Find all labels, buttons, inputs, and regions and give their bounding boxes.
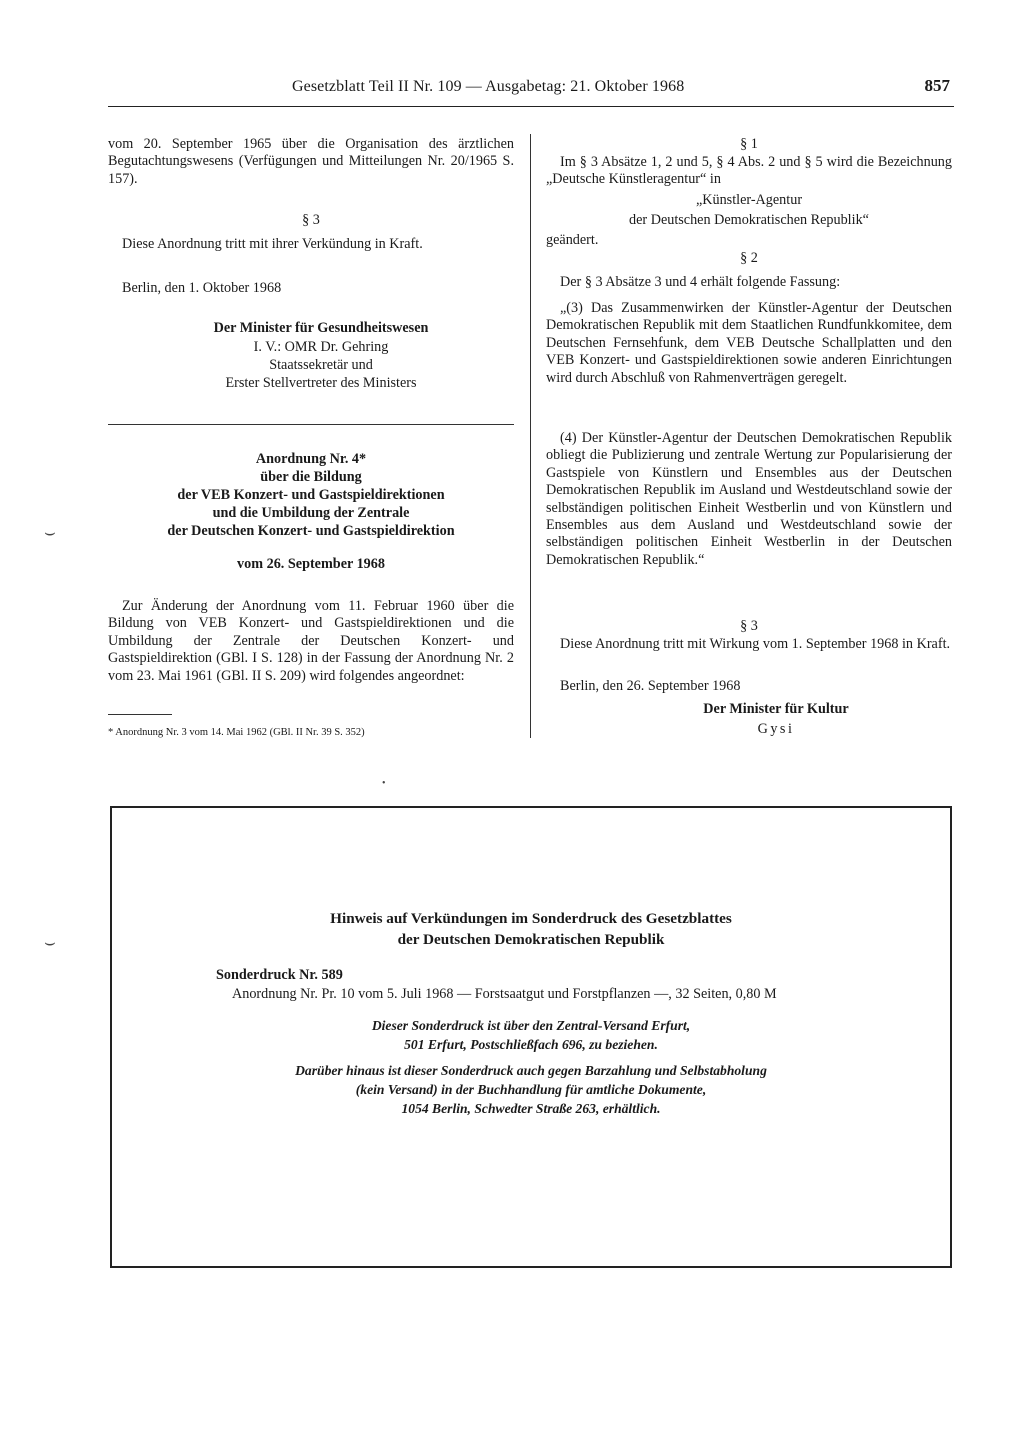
section-3-heading-right: § 3 [740, 618, 758, 634]
ordinance-title-3: der VEB Konzert- und Gastspieldirektionen [177, 487, 445, 503]
section-3-text-right: Diese Anordnung tritt mit Wirkung vom 1. September 1968 in Kraft. [560, 636, 951, 652]
header-title: Gesetzblatt Teil II Nr. 109 — Ausgabetag: 21. Oktober 1968 [292, 78, 685, 95]
place-date-right: Berlin, den 26. September 1968 [560, 678, 741, 694]
ordinance-title-2: über die Bildung [260, 469, 362, 485]
ordinance-title-4: und die Umbildung der Zentrale [212, 505, 410, 521]
notice-note-1b: 501 Erfurt, Postschließfach 696, zu beziehen. [404, 1036, 658, 1052]
signer-line-3: Erster Stellvertreter des Ministers [225, 375, 417, 391]
notice-note-2c: 1054 Berlin, Schwedter Straße 263, erhältlich. [401, 1100, 661, 1116]
section-2-text: Der § 3 Absätze 3 und 4 erhält folgende Fassung: [560, 274, 841, 290]
header-rule [108, 106, 954, 107]
margin-check-mark: ⌣ [44, 522, 56, 542]
section-3-text: Diese Anordnung tritt mit ihrer Verkündung in Kraft. [122, 236, 423, 252]
section-1-quote-1: „Künstler-Agentur [695, 192, 803, 208]
signer-line-2: Staatssekretär und [269, 357, 373, 373]
section-2-paragraph-3: „(3) Das Zusammenwirken der Künstler-Agentur der Deutschen Demokratischen Republik mit dem Staatlichen Rundfunkkomitee, dem Deutschen Fernsehfunk, dem VEB Deutsche Schallplatten und den VEB Konzert- und Gastspieldirektionen sowie anderen Einrichtungen wird durch Abschluß von Rahmenverträgen geregelt. [546, 300, 952, 386]
signer-title-right: Der Minister für Kultur [703, 701, 849, 717]
notice-heading-2: der Deutschen Demokratischen Republik [397, 931, 665, 948]
sonderdruck-body: Anordnung Nr. Pr. 10 vom 5. Juli 1968 — Forstsaatgut und Forstpflanzen —, 32 Seiten, 0,80 M [232, 985, 777, 1002]
notice-note-2a: Darüber hinaus ist dieser Sonderdruck auch gegen Barzahlung und Selbstabholung [295, 1063, 767, 1079]
section-2-paragraph-4: (4) Der Künstler-Agentur der Deutschen Demokratischen Republik obliegt die Publizierung und zentrale Wertung zur Popularisierung der Gastspiele von Künstlern und Ensembles aus der Deutschen Demokratischen Republik im Ausland und Westdeutschland sowie der selbständigen politischen Einheit Westberlin und von Künstlern und Ensembles aus dem Ausland und Westdeutschland sowie der selbständigen politischen Einheit Westberlin in der Deutschen Demokratischen Republik.“ [546, 430, 952, 568]
notice-heading-1: Hinweis auf Verkündungen im Sonderdruck des Gesetzblattes [330, 910, 732, 927]
footnote-rule [108, 714, 172, 715]
footnote: * Anordnung Nr. 3 vom 14. Mai 1962 (GBl. II Nr. 39 S. 352) [108, 727, 365, 738]
intro-paragraph: vom 20. September 1965 über die Organisation des ärztlichen Begutachtungswesens (Verfügungen und Mitteilungen Nr. 20/1965 S. 157). [108, 136, 514, 187]
section-separator [108, 424, 514, 425]
ordinance-title-5: der Deutschen Konzert- und Gastspieldirektion [167, 523, 455, 539]
sonderdruck-title: Sonderdruck Nr. 589 [216, 967, 343, 983]
place-date: Berlin, den 1. Oktober 1968 [122, 280, 282, 296]
signer-title: Der Minister für Gesundheitswesen [213, 320, 429, 336]
section-2-heading: § 2 [740, 250, 758, 266]
section-1-end: geändert. [546, 232, 599, 248]
column-divider [530, 134, 531, 738]
signer-line-1: I. V.: OMR Dr. Gehring [253, 339, 389, 355]
ordinance-preamble: Zur Änderung der Anordnung vom 11. Februar 1960 über die Bildung von VEB Konzert- und Gastspieldirektionen und die Umbildung der Zentrale der Deutschen Konzert- und Gastspieldirektion (GBl. I S. 128) in der Fassung der Anordnung Nr. 2 vom 23. Mai 1961 (GBl. II S. 209) wird folgendes angeordnet: [108, 598, 514, 684]
margin-check-mark-2: ⌣ [44, 932, 56, 952]
notice-content [216, 908, 846, 1118]
dot-mark: • [382, 778, 386, 789]
notice-note-2b: (kein Versand) in der Buchhandlung für amtliche Dokumente, [355, 1081, 707, 1097]
ordinance-title-1: Anordnung Nr. 4* [255, 451, 367, 467]
page-number: 857 [924, 76, 950, 95]
page-header [108, 74, 954, 106]
sonderdruck-notice-box [110, 806, 952, 1268]
section-1-heading: § 1 [740, 136, 758, 152]
ordinance-date: vom 26. September 1968 [237, 556, 385, 572]
section-1-quote-2: der Deutschen Demokratischen Republik“ [629, 212, 869, 228]
section-1-text: Im § 3 Absätze 1, 2 und 5, § 4 Abs. 2 und § 5 wird die Bezeichnung „Deutsche Künstleragentur“ in [546, 154, 952, 188]
notice-note-1a: Dieser Sonderdruck ist über den Zentral-Versand Erfurt, [371, 1018, 691, 1034]
section-3-heading: § 3 [302, 212, 320, 228]
signer-name-right: Gysi [757, 721, 795, 737]
